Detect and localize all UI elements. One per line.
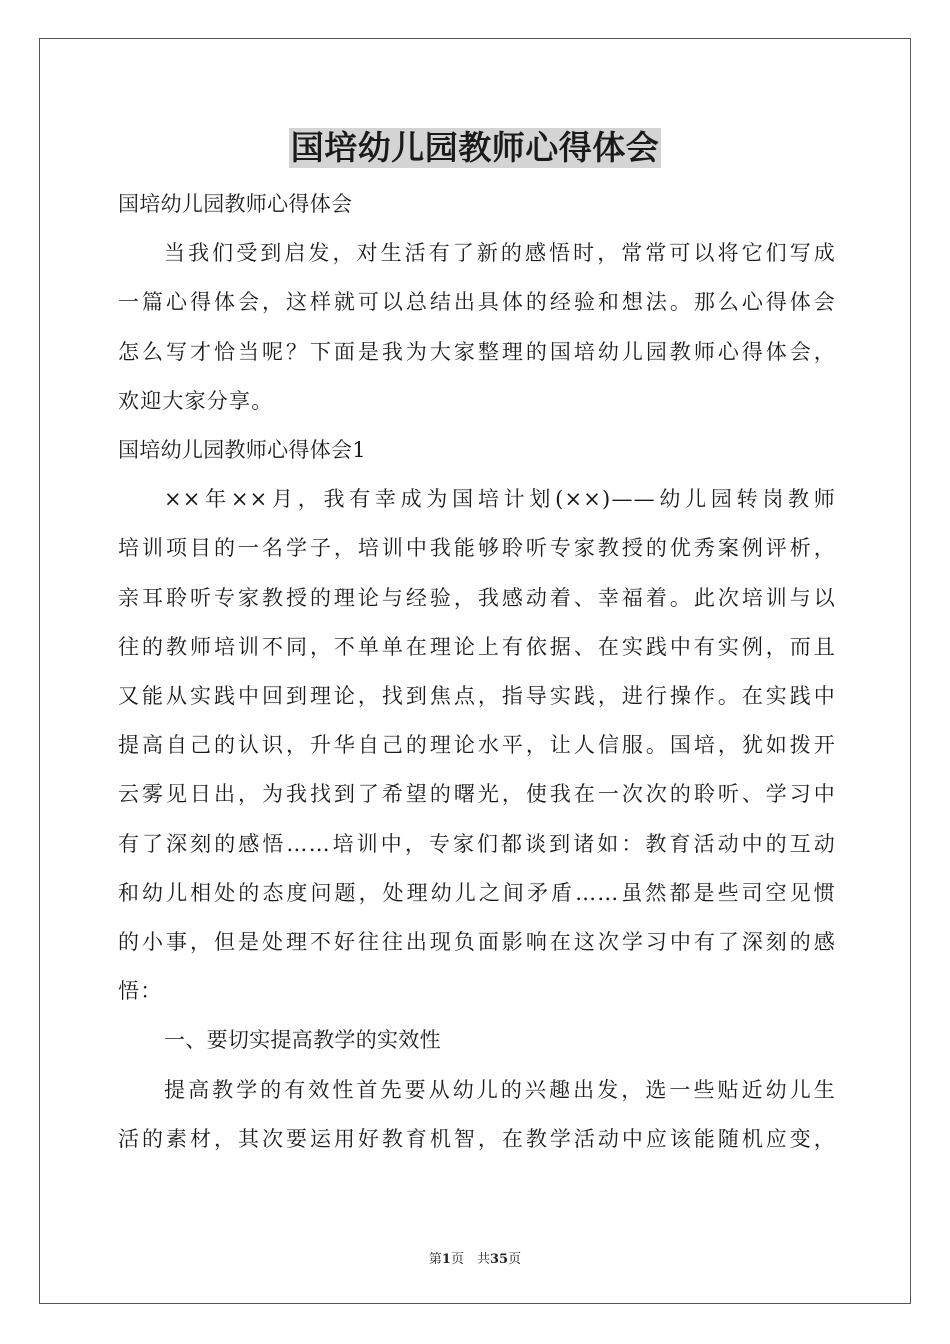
- paragraph-line: 活的素材，其次要运用好教育机智，在教学活动中应该能随机应变，: [118, 1126, 836, 1151]
- section-heading: 国培幼儿园教师心得体会: [118, 192, 353, 216]
- footer-page-mid: 页 共: [450, 1252, 490, 1267]
- paragraph-line: 又能从实践中回到理论，找到焦点，指导实践，进行操作。在实践中: [118, 684, 836, 709]
- document-title: 国培幼儿园教师心得体会: [290, 128, 660, 167]
- paragraph-line: 亲耳聆听专家教授的理论与经验，我感动着、幸福着。此次培训与以: [118, 585, 836, 610]
- paragraph-line: 云雾见日出，为我找到了希望的曙光，使我在一次次的聆听、学习中: [118, 782, 836, 807]
- paragraph-line: 有了深刻的感悟……培训中，专家们都谈到诸如：教育活动中的互动: [118, 831, 836, 856]
- footer-page-total: 35: [489, 1252, 509, 1267]
- document-body: [118, 180, 836, 1164]
- paragraph-line: 的小事，但是处理不好往往出现负面影响在这次学习中有了深刻的感: [118, 930, 836, 955]
- section-heading: 国培幼儿园教师心得体会1: [118, 438, 366, 463]
- paragraph-line: 欢迎大家分享。: [118, 388, 274, 413]
- paragraph-line: 一篇心得体会，这样就可以总结出具体的经验和想法。那么心得体会: [118, 290, 836, 315]
- paragraph-line: 培训项目的一名学子，培训中我能够聆听专家教授的优秀案例评析，: [118, 536, 836, 561]
- paragraph-line: 悟：: [118, 979, 163, 1004]
- footer-page-prefix: 第: [428, 1252, 442, 1267]
- paragraph-line: ××年××月，我有幸成为国培计划(××)——幼儿园转岗教师: [164, 487, 836, 512]
- footer-page-current: 1: [441, 1252, 451, 1267]
- paragraph-line: 提高自己的认识，升华自己的理论水平，让人信服。国培，犹如拨开: [118, 733, 836, 758]
- paragraph-line: 提高教学的有效性首先要从幼儿的兴趣出发，选一些贴近幼儿生: [164, 1077, 836, 1102]
- paragraph-line: 当我们受到启发，对生活有了新的感悟时，常常可以将它们写成: [164, 241, 836, 266]
- footer-page-suffix: 页: [508, 1252, 522, 1267]
- title-container: [0, 128, 950, 168]
- page-footer: [0, 1248, 950, 1267]
- paragraph-line: 怎么写才恰当呢？下面是我为大家整理的国培幼儿园教师心得体会，: [118, 339, 836, 364]
- paragraph-line: 和幼儿相处的态度问题，处理幼儿之间矛盾……虽然都是些司空见惯: [118, 880, 836, 905]
- paragraph-line: 往的教师培训不同，不单单在理论上有依据、在实践中有实例，而且: [118, 634, 836, 659]
- sub-heading: 一、要切实提高教学的实效性: [164, 1028, 441, 1053]
